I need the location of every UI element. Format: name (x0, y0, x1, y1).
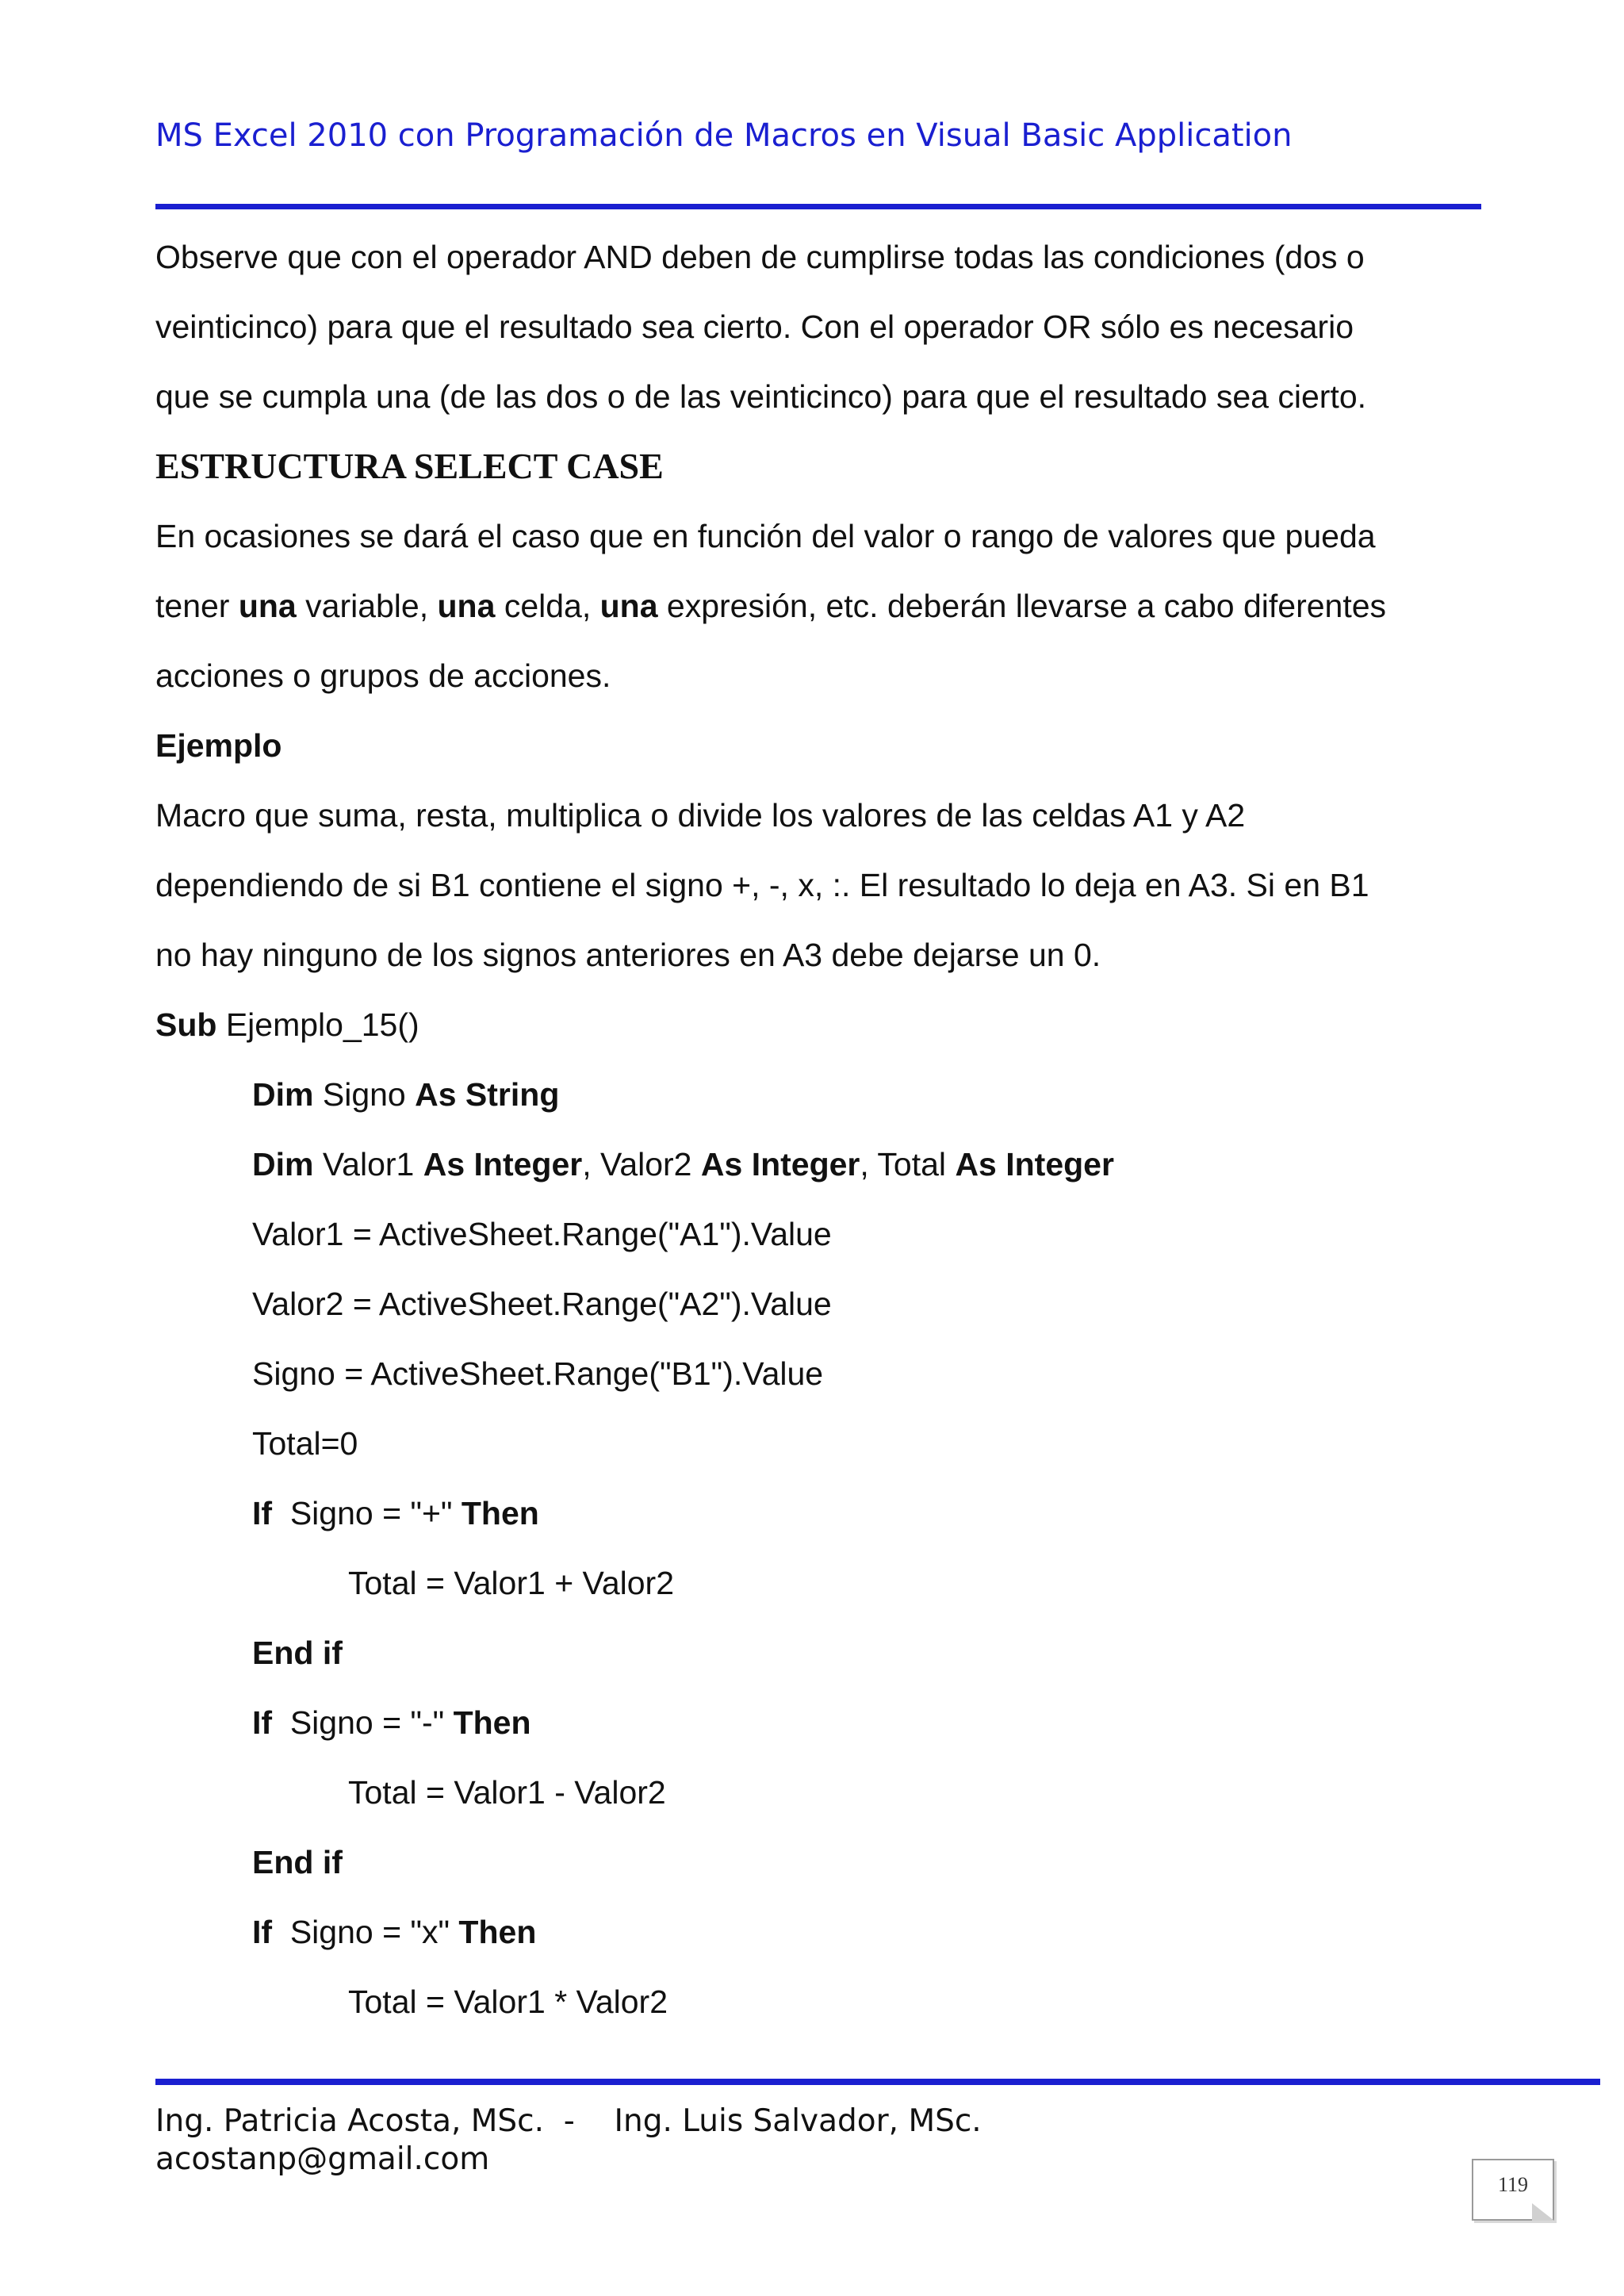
section-paragraph-line-1: En ocasiones se dará el caso que en función del valor o rango de valores que pueda (155, 518, 1376, 554)
code-assign-valor2: Valor2 = ActiveSheet.Range("A2").Value (252, 1286, 832, 1322)
page-number: 119 (1497, 2173, 1529, 2196)
example-line-1: Macro que suma, resta, multiplica o divide los valores de las celdas A1 y A2 (155, 797, 1246, 834)
keyword: As Integer (955, 1146, 1114, 1182)
code-assign-valor1: Valor1 = ActiveSheet.Range("A1").Value (252, 1216, 832, 1252)
page-body (155, 222, 1469, 2037)
example-line-2: dependiendo de si B1 contiene el signo +, -, x, :. El resultado lo deja en A3. Si en B1 (155, 867, 1369, 903)
page-number-box (1472, 2159, 1554, 2221)
code-body-plus: Total = Valor1 + Valor2 (348, 1565, 675, 1601)
code-body-x: Total = Valor1 * Valor2 (348, 1984, 668, 2020)
document-header-title: MS Excel 2010 con Programación de Macros en Visual Basic Application (155, 117, 1293, 154)
section-heading: ESTRUCTURA SELECT CASE (155, 446, 664, 486)
text-run: expresión, etc. deberán llevarse a cabo diferentes (657, 588, 1387, 624)
footer-divider (155, 2079, 1600, 2085)
footer-email: acostanp@gmail.com (155, 2141, 490, 2177)
code-body-minus: Total = Valor1 - Valor2 (348, 1774, 666, 1811)
code-text: Valor1 (313, 1146, 423, 1182)
keyword: Sub (155, 1006, 217, 1043)
text-run: celda, (495, 588, 600, 624)
bold-word: una (437, 588, 496, 624)
bold-word: una (599, 588, 658, 624)
keyword: Dim (252, 1146, 314, 1182)
example-heading: Ejemplo (155, 727, 282, 764)
code-assign-signo: Signo = ActiveSheet.Range("B1").Value (252, 1355, 824, 1392)
keyword: End if (252, 1635, 343, 1671)
keyword: Dim (252, 1076, 314, 1113)
keyword: If (252, 1914, 273, 1950)
keyword: As String (415, 1076, 560, 1113)
header-divider (155, 204, 1481, 209)
code-total-init: Total=0 (252, 1425, 358, 1462)
code-dim-valores (155, 1129, 1469, 1199)
code-if-x (155, 1897, 1469, 1967)
keyword: If (252, 1495, 273, 1531)
keyword: As Integer (423, 1146, 583, 1182)
keyword: Then (453, 1704, 531, 1741)
code-text: Signo = "-" (272, 1704, 454, 1741)
intro-line-2: veinticinco) para que el resultado sea cierto. Con el operador OR sólo es necesario (155, 309, 1354, 345)
section-paragraph-line-2 (155, 571, 1469, 641)
text-run: tener (155, 588, 239, 624)
code-end-if-plus (155, 1618, 1469, 1688)
footer-authors: Ing. Patricia Acosta, MSc. - Ing. Luis Salvador, MSc. (155, 2103, 982, 2139)
code-if-minus (155, 1688, 1469, 1757)
text-run: variable, (296, 588, 438, 624)
code-if-plus (155, 1478, 1469, 1548)
code-text: , Total (860, 1146, 956, 1182)
code-text: Ejemplo_15() (216, 1006, 419, 1043)
example-line-3: no hay ninguno de los signos anteriores en A3 debe dejarse un 0. (155, 937, 1101, 973)
code-text: Signo = "x" (272, 1914, 459, 1950)
keyword: Then (461, 1495, 539, 1531)
keyword: As Integer (700, 1146, 860, 1182)
bold-word: una (238, 588, 297, 624)
intro-line-1: Observe que con el operador AND deben de cumplirse todas las condiciones (dos o (155, 239, 1365, 275)
section-paragraph-line-3: acciones o grupos de acciones. (155, 657, 611, 694)
code-text: , Valor2 (582, 1146, 701, 1182)
code-text: Signo (313, 1076, 416, 1113)
page-curl-decoration (1532, 2203, 1554, 2221)
code-end-if-minus (155, 1827, 1469, 1897)
keyword: End if (252, 1844, 343, 1880)
code-text: Signo = "+" (272, 1495, 462, 1531)
keyword: Then (458, 1914, 537, 1950)
intro-line-3: que se cumpla una (de las dos o de las veinticinco) para que el resultado sea cierto. (155, 378, 1367, 415)
code-sub-declaration (155, 990, 1469, 1060)
keyword: If (252, 1704, 273, 1741)
code-dim-signo (155, 1060, 1469, 1129)
